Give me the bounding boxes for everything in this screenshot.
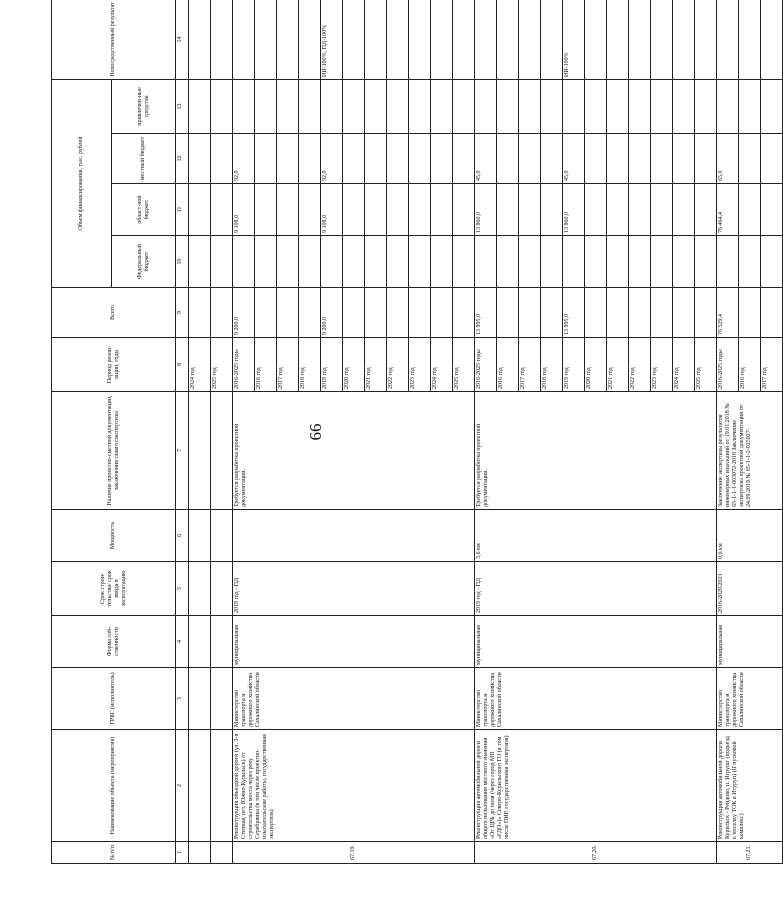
empty-cell <box>189 842 211 864</box>
header-docs: Наличие проектно-сметной документации, заключения главгосэкспертизы <box>52 392 176 510</box>
local-cell <box>651 134 673 184</box>
total-cell <box>629 288 651 338</box>
object-name: Реконструкция объездной дороги (ул. 3-я Степная, пгт. Южно-Курильск) от строительства моста через реку Серебрянка (в том числе проектно-изыскательские работы, государственная экспертиза) <box>233 730 475 842</box>
period-cell: 2016 год <box>739 338 761 392</box>
attracted-cell <box>453 79 475 133</box>
result-cell <box>607 0 629 79</box>
regional-cell: 76 464,4 <box>717 184 739 236</box>
column-number-1: 1 <box>176 842 189 864</box>
period-cell: 2021 год <box>607 338 629 392</box>
local-cell <box>585 134 607 184</box>
table-row <box>475 0 497 864</box>
attracted-cell <box>277 79 299 133</box>
regional-cell <box>629 184 651 236</box>
local-cell <box>739 134 761 184</box>
result-cell <box>409 0 431 79</box>
header-grbs: ГРБС (исполнитель) <box>52 668 176 730</box>
header-federal: Федеральный бюджет <box>112 236 176 288</box>
result-cell <box>585 0 607 79</box>
regional-cell <box>541 184 563 236</box>
result-cell <box>431 0 453 79</box>
local-cell <box>211 134 233 184</box>
local-cell: 45,0 <box>475 134 497 184</box>
federal-cell <box>409 236 431 288</box>
empty-cell <box>189 392 211 510</box>
regional-cell <box>189 184 211 236</box>
local-cell: 92,0 <box>233 134 255 184</box>
local-cell <box>761 134 783 184</box>
object-term: 2019 год - ПД <box>233 562 475 616</box>
federal-cell <box>673 236 695 288</box>
period-cell: 2016 год <box>255 338 277 392</box>
result-cell: ИИ-100%, ПД-100% <box>321 0 343 79</box>
attracted-cell <box>387 79 409 133</box>
regional-cell <box>255 184 277 236</box>
column-number-12: 12 <box>176 134 189 184</box>
period-cell: 2019 год <box>321 338 343 392</box>
local-cell <box>695 134 717 184</box>
header-row-1 <box>52 0 112 864</box>
object-term: 2019 год - ПД <box>475 562 717 616</box>
total-cell <box>431 288 453 338</box>
result-cell <box>541 0 563 79</box>
period-cell: 2020 год <box>585 338 607 392</box>
empty-cell <box>211 730 233 842</box>
period-cell: 2017 год <box>277 338 299 392</box>
federal-cell <box>519 236 541 288</box>
attracted-cell <box>585 79 607 133</box>
total-cell <box>211 288 233 338</box>
federal-cell <box>497 236 519 288</box>
period-cell: 2024 год <box>673 338 695 392</box>
result-cell <box>365 0 387 79</box>
regional-cell <box>585 184 607 236</box>
period-cell: 2016-2025 годы <box>233 338 255 392</box>
regional-cell <box>211 184 233 236</box>
federal-cell <box>563 236 585 288</box>
attracted-cell <box>343 79 365 133</box>
result-cell <box>497 0 519 79</box>
object-number: 67.20. <box>475 842 717 864</box>
column-number-2: 2 <box>176 730 189 842</box>
empty-cell <box>189 562 211 616</box>
regional-cell <box>343 184 365 236</box>
result-cell <box>453 0 475 79</box>
object-power: 0,6 км <box>717 510 783 562</box>
header-regional: област-ной бюджет <box>112 184 176 236</box>
total-cell <box>255 288 277 338</box>
local-cell: 92,0 <box>321 134 343 184</box>
total-cell <box>651 288 673 338</box>
object-grbs: Министерство транспорта и дорожного хозяйства Сахалинской области <box>717 668 783 730</box>
result-cell <box>211 0 233 79</box>
attracted-cell <box>211 79 233 133</box>
federal-cell <box>255 236 277 288</box>
attracted-cell <box>189 79 211 133</box>
total-cell <box>739 288 761 338</box>
column-number-3: 3 <box>176 668 189 730</box>
regional-cell: 9 108,0 <box>233 184 255 236</box>
local-cell <box>431 134 453 184</box>
period-cell: 2025 год <box>453 338 475 392</box>
object-number: 67.21. <box>717 842 783 864</box>
regional-cell <box>497 184 519 236</box>
period-cell: 2018 год <box>541 338 563 392</box>
empty-cell <box>189 510 211 562</box>
empty-cell <box>211 562 233 616</box>
result-cell <box>255 0 277 79</box>
federal-cell <box>695 236 717 288</box>
table-row <box>189 0 211 864</box>
federal-cell <box>299 236 321 288</box>
federal-cell <box>739 236 761 288</box>
total-cell <box>409 288 431 338</box>
regional-cell <box>519 184 541 236</box>
header-num: № п/п <box>52 842 176 864</box>
attracted-cell <box>629 79 651 133</box>
object-docs: Требуется разработка проектной документации. <box>233 392 475 510</box>
result-cell <box>761 0 783 79</box>
attracted-cell <box>497 79 519 133</box>
total-cell <box>453 288 475 338</box>
attracted-cell <box>255 79 277 133</box>
attracted-cell <box>365 79 387 133</box>
total-cell: 9 200,0 <box>321 288 343 338</box>
federal-cell <box>387 236 409 288</box>
page-number: 66 <box>306 423 325 441</box>
table-row <box>211 0 233 864</box>
header-local: местный бюджет <box>112 134 176 184</box>
regional-cell <box>739 184 761 236</box>
attracted-cell <box>519 79 541 133</box>
column-number-5: 5 <box>176 562 189 616</box>
table-row <box>717 0 739 864</box>
total-cell <box>277 288 299 338</box>
federal-cell <box>211 236 233 288</box>
attracted-cell <box>233 79 255 133</box>
local-cell <box>343 134 365 184</box>
result-cell <box>629 0 651 79</box>
total-cell: 9 200,0 <box>233 288 255 338</box>
attracted-cell <box>695 79 717 133</box>
attracted-cell <box>299 79 321 133</box>
empty-cell <box>211 392 233 510</box>
object-grbs: Министерство транспорта и дорожного хозяйства Сахалинской области <box>475 668 717 730</box>
local-cell <box>497 134 519 184</box>
result-cell <box>277 0 299 79</box>
period-cell: 2016-2025 годы <box>717 338 739 392</box>
period-cell: 2018 год <box>299 338 321 392</box>
object-number: 67.19. <box>233 842 475 864</box>
attracted-cell <box>541 79 563 133</box>
period-cell: 2022 год <box>629 338 651 392</box>
result-cell <box>673 0 695 79</box>
header-total: Всего <box>52 288 176 338</box>
regional-cell <box>299 184 321 236</box>
total-cell <box>761 288 783 338</box>
object-docs: Требуется разработка проектной документации. <box>475 392 717 510</box>
total-cell: 76 529,4 <box>717 288 739 338</box>
period-cell: 2019 год <box>563 338 585 392</box>
table-row <box>233 0 255 864</box>
object-ownership: муниципальная <box>475 616 717 668</box>
regional-cell <box>695 184 717 236</box>
header-financing-group: Объем финансирования, тыс. рублей <box>52 79 112 287</box>
result-cell <box>519 0 541 79</box>
header-attracted: привлечен-ные средства <box>112 79 176 133</box>
attracted-cell <box>563 79 585 133</box>
object-name: Реконструкция автомобильной дороги общего пользования местного значения «От ЦРБ до поля (через город МП «ГДО»)» Северо-Курильского ГО (в том числе ПИР, государственная экспертиза) <box>475 730 717 842</box>
result-cell <box>387 0 409 79</box>
local-cell <box>607 134 629 184</box>
empty-cell <box>211 616 233 668</box>
column-number-11: 11 <box>176 184 189 236</box>
period-cell: 2017 год <box>519 338 541 392</box>
object-term: 2016-2020/2021 <box>717 562 783 616</box>
attracted-cell <box>739 79 761 133</box>
table-body <box>52 0 783 864</box>
empty-cell <box>211 510 233 562</box>
federal-cell <box>431 236 453 288</box>
federal-cell <box>629 236 651 288</box>
attracted-cell <box>651 79 673 133</box>
result-cell <box>343 0 365 79</box>
federal-cell <box>717 236 739 288</box>
federal-cell <box>453 236 475 288</box>
local-cell <box>629 134 651 184</box>
period-cell: 2016-2025 годы <box>475 338 497 392</box>
total-cell <box>585 288 607 338</box>
header-term: Срок строи-тельства/ срок ввода в эксплуатацию <box>52 562 176 616</box>
result-cell <box>717 0 739 79</box>
empty-cell <box>211 668 233 730</box>
result-cell <box>299 0 321 79</box>
total-cell: 13 995,0 <box>563 288 585 338</box>
header-power: Мощность <box>52 510 176 562</box>
header-period: Период реали-зации, годы <box>52 338 176 392</box>
period-cell: 2016 год <box>497 338 519 392</box>
regional-cell <box>651 184 673 236</box>
federal-cell <box>365 236 387 288</box>
column-number-8: 8 <box>176 338 189 392</box>
empty-cell <box>189 616 211 668</box>
period-cell: 2025 год <box>211 338 233 392</box>
federal-cell <box>475 236 497 288</box>
regional-cell <box>409 184 431 236</box>
period-cell: 2020 год <box>343 338 365 392</box>
object-ownership: муниципальная <box>233 616 475 668</box>
regional-cell <box>277 184 299 236</box>
total-cell <box>607 288 629 338</box>
column-number-13: 13 <box>176 79 189 133</box>
period-cell: 2023 год <box>409 338 431 392</box>
federal-cell <box>541 236 563 288</box>
period-cell: 2025 год <box>695 338 717 392</box>
object-power <box>233 510 475 562</box>
result-cell: ИИ-100% <box>563 0 585 79</box>
attracted-cell <box>761 79 783 133</box>
regional-cell: 13 860,0 <box>475 184 497 236</box>
total-cell <box>365 288 387 338</box>
result-cell <box>695 0 717 79</box>
empty-cell <box>189 730 211 842</box>
period-cell: 2024 год <box>431 338 453 392</box>
local-cell: 45,0 <box>563 134 585 184</box>
federal-cell <box>761 236 783 288</box>
total-cell: 13 995,0 <box>475 288 497 338</box>
regional-cell: 13 860,0 <box>563 184 585 236</box>
column-number-14: 14 <box>176 0 189 79</box>
column-number-6: 6 <box>176 510 189 562</box>
federal-cell <box>585 236 607 288</box>
local-cell <box>453 134 475 184</box>
object-ownership: муниципальная <box>717 616 783 668</box>
object-power: 3,6 км <box>475 510 717 562</box>
total-cell <box>189 288 211 338</box>
regional-cell <box>761 184 783 236</box>
local-cell <box>519 134 541 184</box>
total-cell <box>519 288 541 338</box>
local-cell <box>409 134 431 184</box>
result-cell <box>233 0 255 79</box>
total-cell <box>695 288 717 338</box>
regional-cell <box>365 184 387 236</box>
attracted-cell <box>717 79 739 133</box>
empty-cell <box>189 668 211 730</box>
total-cell <box>299 288 321 338</box>
attracted-cell <box>431 79 453 133</box>
federal-cell <box>651 236 673 288</box>
local-cell <box>365 134 387 184</box>
column-number-10: 10 <box>176 236 189 288</box>
local-cell <box>673 134 695 184</box>
financing-table <box>51 0 783 864</box>
header-result: Непосредственный результат <box>52 0 176 79</box>
local-cell <box>299 134 321 184</box>
local-cell: 65,0 <box>717 134 739 184</box>
regional-cell: 9 108,0 <box>321 184 343 236</box>
local-cell <box>255 134 277 184</box>
object-name: Реконструкция автомобильной дороги Курильск - Рейдово, п. Игрушг (подъезд к поселку ТОК в Итуруп) (II пусковой комплекс) <box>717 730 783 842</box>
federal-cell <box>189 236 211 288</box>
result-cell <box>651 0 673 79</box>
attracted-cell <box>673 79 695 133</box>
period-cell: 2022 год <box>387 338 409 392</box>
result-cell <box>189 0 211 79</box>
regional-cell <box>453 184 475 236</box>
column-number-9: 9 <box>176 288 189 338</box>
federal-cell <box>607 236 629 288</box>
local-cell <box>277 134 299 184</box>
total-cell <box>541 288 563 338</box>
total-cell <box>343 288 365 338</box>
attracted-cell <box>321 79 343 133</box>
regional-cell <box>607 184 629 236</box>
rotated-table-page <box>51 0 768 864</box>
result-cell <box>739 0 761 79</box>
regional-cell <box>387 184 409 236</box>
period-cell: 2017 год <box>761 338 783 392</box>
column-number-7: 7 <box>176 392 189 510</box>
header-name: Наименование объекта (мероприятия) <box>52 730 176 842</box>
column-number-4: 4 <box>176 616 189 668</box>
local-cell <box>387 134 409 184</box>
regional-cell <box>431 184 453 236</box>
attracted-cell <box>475 79 497 133</box>
attracted-cell <box>607 79 629 133</box>
empty-cell <box>211 842 233 864</box>
period-cell: 2023 год <box>651 338 673 392</box>
period-cell: 2024 год <box>189 338 211 392</box>
federal-cell <box>277 236 299 288</box>
result-cell <box>475 0 497 79</box>
column-number-row <box>176 0 189 864</box>
header-ownership: Форма соб-ственности <box>52 616 176 668</box>
total-cell <box>387 288 409 338</box>
local-cell <box>541 134 563 184</box>
object-grbs: Министерство транспорта и дорожного хозяйства Сахалинской области <box>233 668 475 730</box>
attracted-cell <box>409 79 431 133</box>
federal-cell <box>233 236 255 288</box>
total-cell <box>673 288 695 338</box>
period-cell: 2021 год <box>365 338 387 392</box>
federal-cell <box>343 236 365 288</box>
object-docs: Заключение экспертизы результатов инженерных изысканий от 19.01.2018 № 65-1-1-1-003072-2018 Заключение экспертизы проектной документации от 24.09.2019 № 65-1-1-2-025927- <box>717 392 783 510</box>
regional-cell <box>673 184 695 236</box>
federal-cell <box>321 236 343 288</box>
local-cell <box>189 134 211 184</box>
total-cell <box>497 288 519 338</box>
